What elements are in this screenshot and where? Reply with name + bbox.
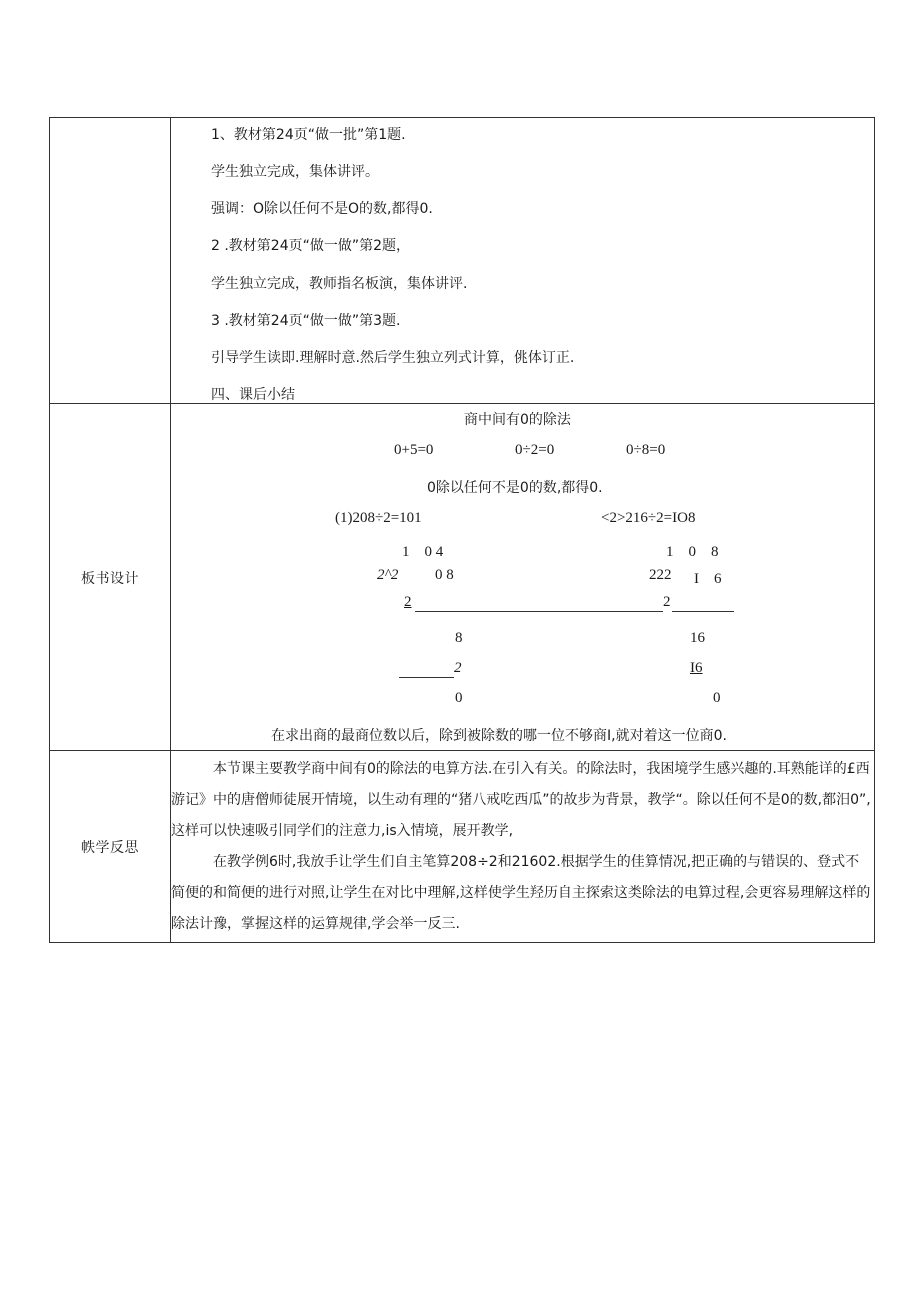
step-line: 学生独立完成，集体讲评。 xyxy=(211,164,379,180)
subtrahend2-right: I6 xyxy=(690,660,703,676)
dividend-right: I 6 xyxy=(694,571,722,587)
step-line: 强调：O除以任何不是O的数,都得0. xyxy=(211,201,433,217)
division-header-right: <2>216÷2=IO8 xyxy=(601,510,696,526)
divisor-left: 2^2 xyxy=(377,567,399,583)
dividend-left: 0 8 xyxy=(435,567,454,583)
divisor-right: 222 xyxy=(649,567,672,583)
subtrahend-right: 2 xyxy=(663,594,671,610)
row-divider-2 xyxy=(49,750,875,751)
board-design-label: 板书设计 xyxy=(81,571,139,587)
step-line: 1、教材第24页“做一批”第1题. xyxy=(211,127,406,143)
reflection-label: 帙学反思 xyxy=(81,840,139,856)
step-line: 引导学生读即.理解时意.然后学生独立列式计算，佻体订正. xyxy=(211,350,575,366)
step-line: 四、课后小结 xyxy=(211,387,295,403)
equation: 0÷2=0 xyxy=(515,442,555,458)
board-title: 商中间有0的除法 xyxy=(464,412,571,428)
equation: 0÷8=0 xyxy=(626,442,666,458)
table-border-right xyxy=(874,117,875,943)
remainder-left: 8 xyxy=(455,630,463,646)
table-border-bottom xyxy=(49,942,875,943)
division-underline xyxy=(415,611,663,612)
reflection-paragraph: 在教学例6时,我放手让学生们自主笔算208÷2和21602.根据学生的佳算情况,把正确的与错误的、登式不简便的和简便的进行对照,让学生在对比中理解,这样使学生羟历自主探索这类除法的电算过程,会更容易理解这样的除法计豫，掌握这样的运算规律,学会举一反三. xyxy=(171,854,871,932)
result-left: 0 xyxy=(455,690,463,706)
division-header-left: (1)208÷2=101 xyxy=(335,510,422,526)
division-underline xyxy=(672,611,734,612)
table-border-top xyxy=(49,117,875,118)
subtrahend-left: 2 xyxy=(404,594,412,610)
quotient-right: 1 0 8 xyxy=(666,544,719,560)
zero-rule: 0除以任何不是0的数,都得0. xyxy=(427,480,603,496)
subtrahend2-left: 2 xyxy=(454,660,462,676)
remainder-right: 16 xyxy=(690,630,705,646)
reflection-paragraph: 本节课主要教学商中间有0的除法的电算方法.在引入有关。的除法时，我困境学生感兴趣的.耳熟能详的£西游记》中的唐僧师徒展开情境，以生动有理的“猪八戒吃西瓜”的故步为背景，教学“。除以任何不是0的数,都汨0”,这样可以快速吸引同学们的注意力,is入情境，展开教学, xyxy=(171,761,871,839)
equation: 0+5=0 xyxy=(394,442,434,458)
lesson-plan-table xyxy=(49,117,875,943)
table-border-left xyxy=(49,117,50,943)
step-line: 3 .教材第24页“做一做”第3题. xyxy=(211,313,401,329)
step-line: 2 .教材第24页“做一做”第2题， xyxy=(211,238,411,254)
step-line: 学生独立完成，教师指名板演，集体讲评. xyxy=(211,276,468,292)
quotient-left: 1 0 4 xyxy=(402,544,444,560)
row-divider-1 xyxy=(49,403,875,404)
board-conclusion: 在求出商的最商位数以后，除到被除数的哪一位不够商I,就对着这一位商0. xyxy=(271,728,727,744)
result-right: 0 xyxy=(713,690,721,706)
division-underline xyxy=(399,677,454,678)
